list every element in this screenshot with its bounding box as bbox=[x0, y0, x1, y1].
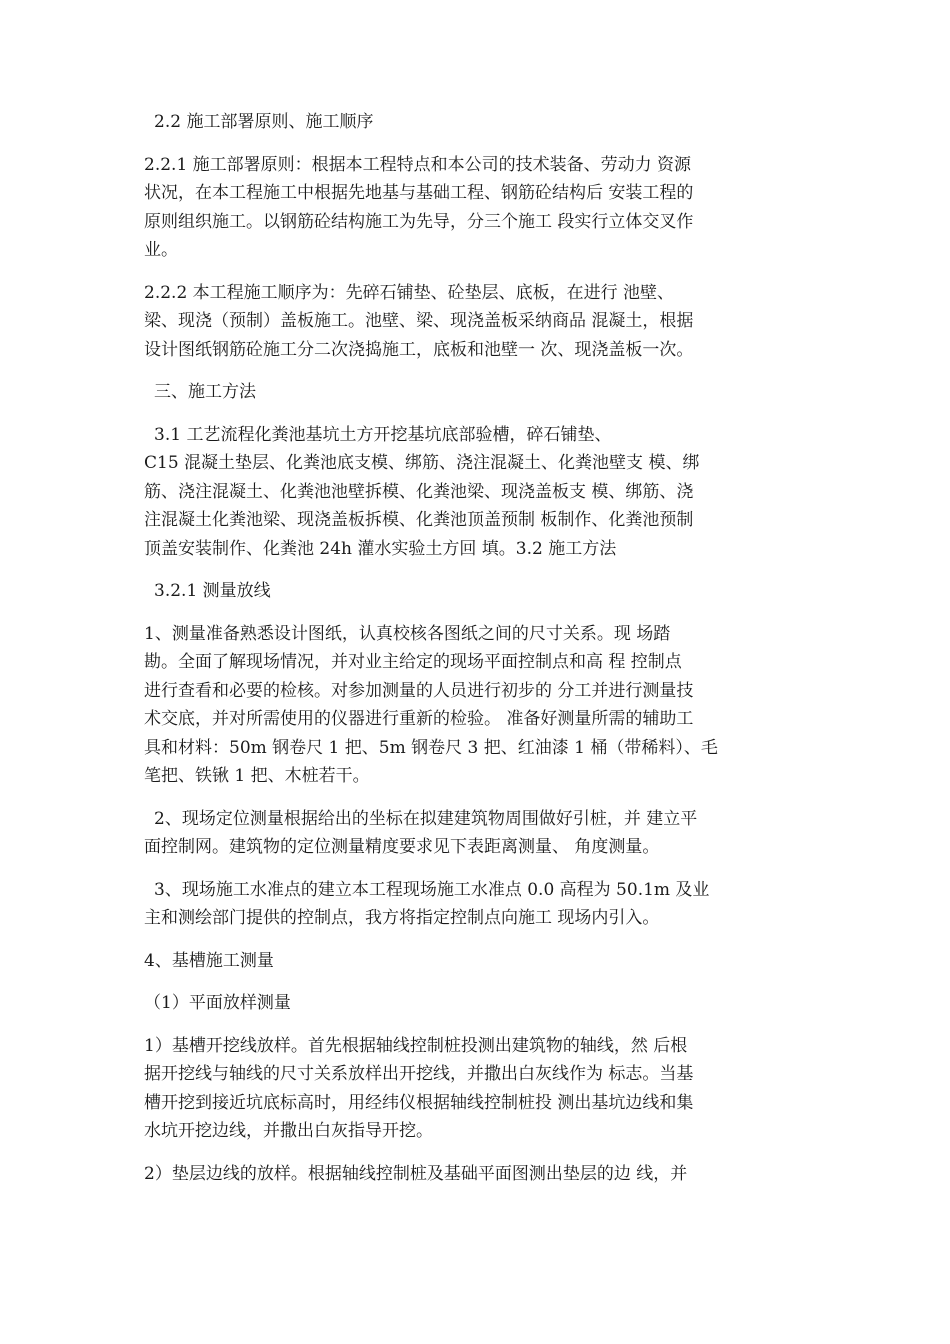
text-line: 笔把、铁锹 1 把、木桩若干。 bbox=[144, 766, 370, 786]
text-line: 1）基槽开挖线放样。首先根据轴线控制桩投测出建筑物的轴线，然 后根 bbox=[144, 1035, 688, 1056]
text-line: 顶盖安装制作、化粪池 24h 灌水实验土方回 填。3.2 施工方法 bbox=[144, 538, 617, 559]
text-line: 2.2.2 本工程施工顺序为：先碎石铺垫、砼垫层、底板，在进行 池壁、 bbox=[144, 282, 675, 303]
text-line: 面控制网。建筑物的定位测量精度要求见下表距离测量、 角度测量。 bbox=[144, 837, 660, 857]
paragraph-construction-principle bbox=[144, 151, 809, 265]
text-line: 状况，在本工程施工中根据先地基与基础工程、钢筋砼结构后 安装工程的 bbox=[144, 183, 694, 203]
text-line: 筋、浇注混凝土、化粪池池壁拆模、化粪池梁、现浇盖板支 模、绑筋、浇 bbox=[144, 481, 694, 502]
text-line: 2.2 施工部署原则、施工顺序 bbox=[154, 112, 374, 132]
paragraph-cushion-layout bbox=[144, 1160, 809, 1189]
paragraph-benchmark bbox=[144, 876, 809, 933]
section-heading-plane-layout bbox=[144, 989, 809, 1018]
paragraph-survey-preparation bbox=[144, 620, 809, 791]
paragraph-process-flow bbox=[144, 421, 809, 564]
document-page bbox=[144, 108, 809, 1202]
text-line: 三、施工方法 bbox=[154, 382, 256, 402]
text-line: 3、现场施工水准点的建立本工程现场施工水准点 0.0 高程为 50.1m 及业 bbox=[154, 879, 710, 900]
text-line: 据开挖线与轴线的尺寸关系放样出开挖线，并撒出白灰线作为 标志。当基 bbox=[144, 1064, 694, 1084]
text-line: 注混凝土化粪池梁、现浇盖板拆模、化粪池顶盖预制 板制作、化粪池预制 bbox=[144, 510, 694, 530]
section-heading-3-2-1 bbox=[144, 577, 809, 606]
paragraph-excavation-layout bbox=[144, 1032, 809, 1146]
text-line: （1）平面放样测量 bbox=[144, 993, 291, 1013]
text-line: 进行查看和必要的检核。对参加测量的人员进行初步的 分工并进行测量技 bbox=[144, 680, 694, 701]
text-line: 3.1 工艺流程化粪池基坑土方开挖基坑底部验槽，碎石铺垫、 bbox=[154, 424, 612, 445]
text-line: 2）垫层边线的放样。根据轴线控制桩及基础平面图测出垫层的边 线，并 bbox=[144, 1163, 688, 1184]
text-line: C15 混凝土垫层、化粪池底支模、绑筋、浇注混凝土、化粪池壁支 模、绑 bbox=[144, 453, 700, 473]
text-line: 设计图纸钢筋砼施工分二次浇捣施工，底板和池壁一 次、现浇盖板一次。 bbox=[144, 339, 694, 360]
text-line: 水坑开挖边线，并撒出白灰指导开挖。 bbox=[144, 1121, 433, 1141]
text-line: 原则组织施工。以钢筋砼结构施工为先导，分三个施工 段实行立体交叉作 bbox=[144, 211, 694, 232]
text-line: 具和材料：50m 钢卷尺 1 把、5m 钢卷尺 3 把、红油漆 1 桶（带稀料）、毛 bbox=[144, 737, 718, 758]
text-line: 4、基槽施工测量 bbox=[144, 950, 274, 971]
text-line: 1、测量准备熟悉设计图纸，认真校核各图纸之间的尺寸关系。现 场踏 bbox=[144, 623, 671, 644]
text-line: 2、现场定位测量根据给出的坐标在拟建建筑物周围做好引桩，并 建立平 bbox=[154, 808, 698, 829]
section-heading-foundation-survey bbox=[144, 947, 809, 976]
text-line: 主和测绘部门提供的控制点，我方将指定控制点向施工 现场内引入。 bbox=[144, 908, 660, 928]
text-line: 槽开挖到接近坑底标高时，用经纬仪根据轴线控制桩投 测出基坑边线和集 bbox=[144, 1092, 694, 1113]
section-heading-3 bbox=[144, 378, 809, 407]
section-heading-2-2 bbox=[144, 108, 809, 137]
text-line: 梁、现浇（预制）盖板施工。池壁、梁、现浇盖板采纳商品 混凝土，根据 bbox=[144, 311, 694, 331]
text-line: 勘。全面了解现场情况，并对业主给定的现场平面控制点和高 程 控制点 bbox=[144, 652, 682, 672]
text-line: 术交底，并对所需使用的仪器进行重新的检验。 准备好测量所需的辅助工 bbox=[144, 709, 694, 729]
text-line: 2.2.1 施工部署原则：根据本工程特点和本公司的技术装备、劳动力 资源 bbox=[144, 154, 692, 175]
text-line: 3.2.1 测量放线 bbox=[154, 581, 271, 601]
paragraph-site-positioning bbox=[144, 805, 809, 862]
paragraph-construction-sequence bbox=[144, 279, 809, 365]
text-line: 业。 bbox=[144, 240, 178, 260]
